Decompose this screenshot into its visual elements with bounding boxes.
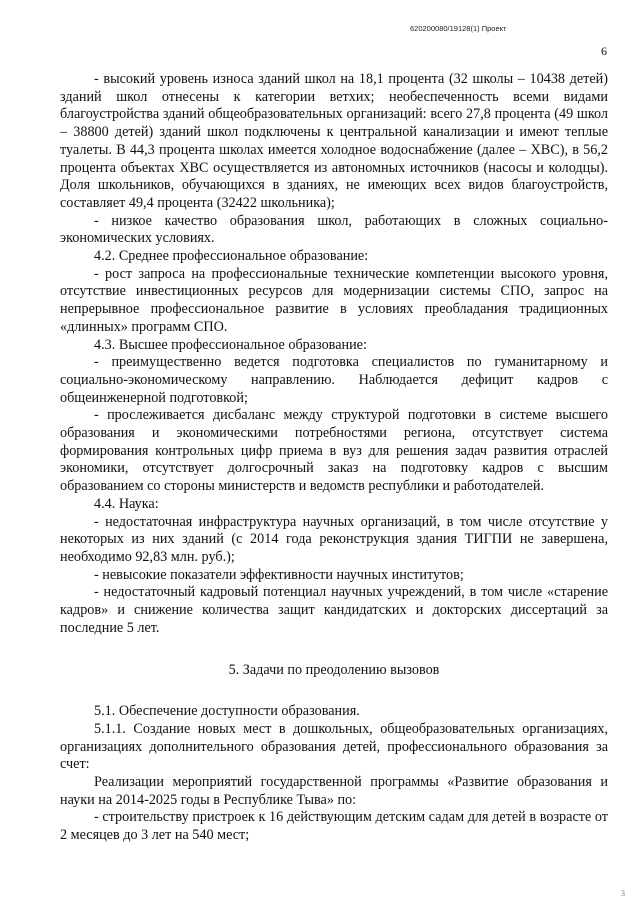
page-number: 6 [601, 44, 607, 58]
paragraph: - недостаточный кадровый потенциал научных учреждений, в том числе «старение кадров» и снижение количества защит кандидатских и докторских диссертаций за последние 5 лет. [60, 584, 608, 636]
paragraph: 5.1.1. Создание новых мест в дошкольных, общеобразовательных организациях, организациях дополнительного образования детей, профессионального образования за счет: [60, 720, 608, 773]
paragraph: - недостаточная инфраструктура научных организаций, в том числе отсутствие у некоторых из них зданий (с 2014 года реконструкция здания ТИГПИ не завершена, необходимо 92,83 млн. руб.); [60, 513, 608, 565]
paragraph: - невысокие показатели эффективности научных институтов; [94, 566, 464, 583]
paragraph: - низкое качество образования школ, работающих в сложных социально-экономических условиях. [60, 212, 608, 247]
section-heading: 5. Задачи по преодолению вызовов [228, 661, 440, 678]
paragraph: Реализации мероприятий государственной программы «Развитие образования и науки на 2014-2025 годы в Республике Тыва» по: [60, 774, 608, 808]
footer-mark: 3 [621, 889, 625, 898]
subsection-heading: 4.3. Высшее профессиональное образование: [94, 336, 367, 353]
paragraph: - строительству пристроек к 16 действующим детским садам для детей в возрасте от 2 месяцев до 3 лет на 540 мест; [60, 809, 608, 844]
subsection-heading: 5.1. Обеспечение доступности образования. [94, 703, 360, 720]
paragraph: - преимущественно ведется подготовка специалистов по гуманитарному и социально-экономическому направлению. Наблюдается дефицит кадров с общеинженерной подготовкой; [60, 354, 608, 406]
paragraph: - высокий уровень износа зданий школ на 18,1 процента (32 школы – 10438 детей) зданий школ отнесены к категории ветхих; необеспеченность всеми видами благоустройства зданий общеобразовательных организаций: всего 27,8 процента (49 школ – 38800 детей) зданий школ подключены к центральной канализации и имеют теплые туалеты. В 44,3 процента школах имеется холодное водоснабжение (далее – ХВС), в 56,2 процента объектах ХВС осуществляется из автономных источников (насосы и колодцы). Доля школьников, обучающихся в зданиях, не имеющих всех видов благоустройств, составляет 49,4 процента (32422 школьника); [60, 71, 608, 211]
subsection-heading: 4.2. Среднее профессиональное образование: [94, 248, 369, 265]
document-id-header: 620200080/19128(1) Проект [410, 24, 507, 33]
paragraph: - прослеживается дисбаланс между структурой подготовки в системе высшего образования и экономическими потребностями региона, отсутствует система формирования контрольных цифр приема в вуз для решения задач развития отраслей экономики, отсутствует долгосрочный заказ на подготовку кадров с высшим образованием со стороны министерств и ведомств республики и работодателей. [60, 407, 608, 495]
paragraph: - рост запроса на профессиональные технические компетенции высокого уровня, отсутствие инвестиционных ресурсов для модернизации системы СПО, запрос на непрерывное профессиональное развитие в условиях преобладания традиционных «длинных» программ СПО. [60, 265, 608, 335]
document-body [60, 71, 608, 845]
subsection-heading: 4.4. Наука: [94, 495, 159, 512]
